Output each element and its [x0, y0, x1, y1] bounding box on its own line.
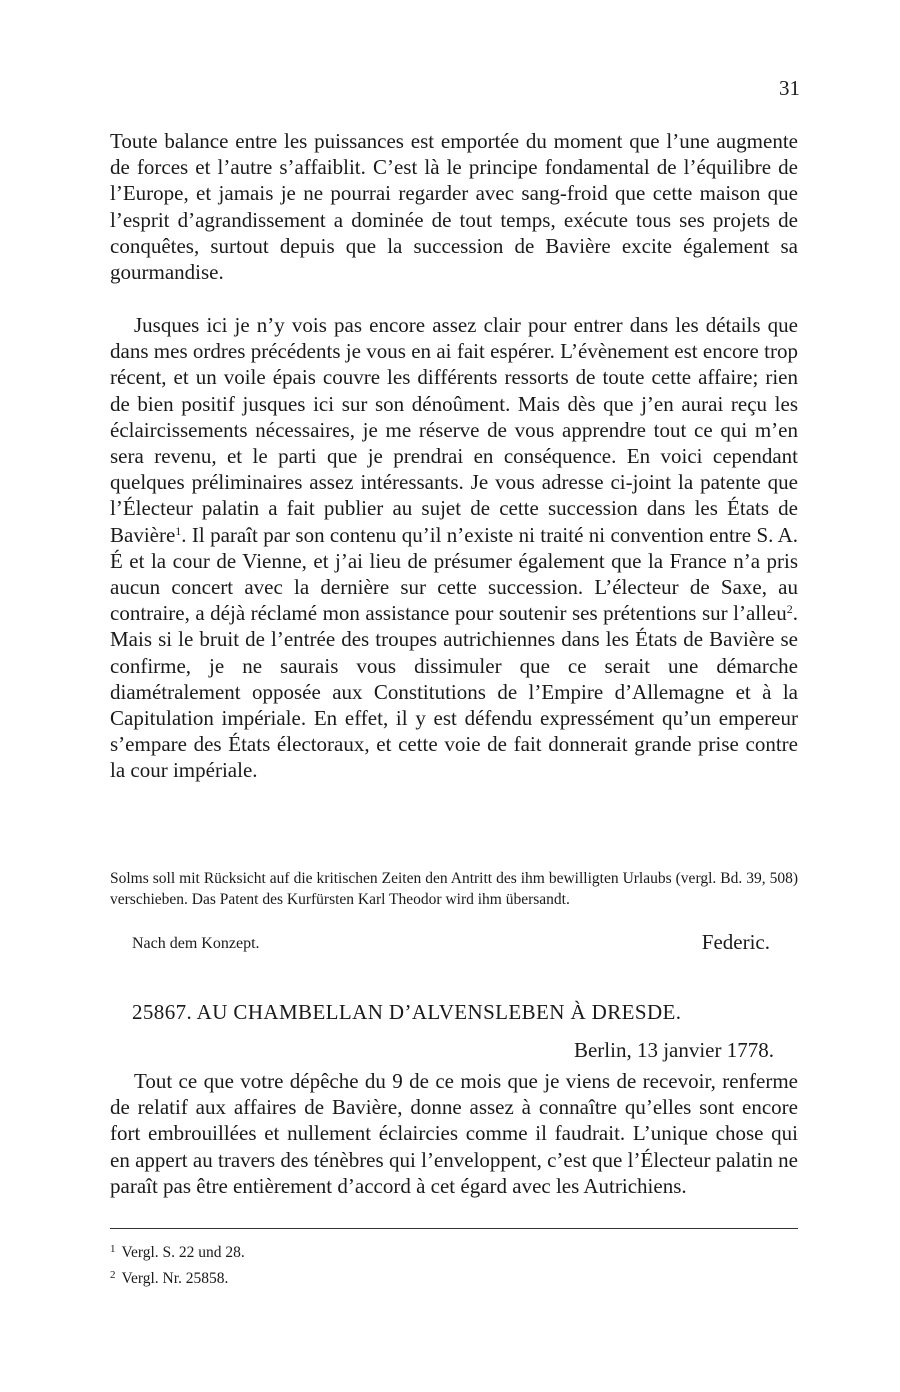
footnote-mark: 2	[110, 1269, 116, 1281]
paragraph-segment: . Mais si le bruit de l’entrée des troupes autrichiennes dans les États de Bavière se confirme, je ne saurais vous dissimuler que ce serait une démarche diamétralement opposée aux Constitutions de l’Empire d’Allemagne et à la Capitulation impériale. En effet, il y est défendu expressément qu’un empereur s’empare des États électoraux, et cette voie de fait donnerait grande prise contre la cour impériale.	[110, 601, 798, 783]
footnotes	[110, 1238, 245, 1290]
letter-body	[110, 1068, 798, 1199]
footnote-text: Vergl. Nr. 25858.	[121, 1270, 229, 1287]
paragraph-segment: Jusques ici je n’y vois pas encore assez clair pour entrer dans les détails que dans mes ordres précédents je vous en ai fait espérer. L’évènement est encore trop récent, et un voile épais couvre les différents ressorts de toute cette affaire; rien de bien positif jusques ici sur son dénoûment. Mais dès que j’en aurai reçu les éclaircissements nécessaires, je me réserve de vous apprendre tout ce qui m’en sera revenu, et le parti que je prendrai en conséquence. En voici cependant quelques préliminaires assez intéressants. Je vous adresse ci-joint la patente que l’Électeur palatin a fait publier au sujet de cette succession dans les États de Bavière	[110, 313, 798, 547]
letter-dateline: Berlin, 13 janvier 1778.	[573, 1038, 774, 1062]
paragraph-text	[110, 312, 798, 784]
source-row	[110, 930, 770, 960]
signature: Federic.	[701, 930, 770, 954]
footnote-text: Vergl. S. 22 und 28.	[121, 1244, 245, 1261]
footnote-mark: 1	[110, 1243, 116, 1255]
body-paragraph-2	[110, 312, 798, 784]
footnote-2	[110, 1264, 245, 1290]
footnote-ref-2[interactable]: 2	[786, 602, 793, 617]
letter-heading: 25867. AU CHAMBELLAN D’ALVENSLEBEN À DRESDE.	[132, 1000, 682, 1024]
editorial-note: Solms soll mit Rücksicht auf die kritischen Zeiten den Antritt des ihm bewilligten Urlaubs (vergl. Bd. 39, 508) verschieben. Das Patent des Kurfürsten Karl Theodor wird ihm übersandt.	[110, 870, 798, 908]
paragraph-segment: . Il paraît par son contenu qu’il n’existe ni traité ni convention entre S. A. É et la cour de Vienne, et j’ai lieu de présumer également que la France n’a pris aucun concert avec la dernière sur cette succession. L’électeur de Saxe, au contraire, a déjà réclamé mon assistance pour soutenir ses prétentions sur l’alleu	[110, 522, 798, 626]
footnote-1	[110, 1238, 245, 1264]
page-number: 31	[779, 76, 800, 100]
body-paragraph-1	[110, 128, 798, 285]
footnote-ref-1[interactable]: 1	[175, 523, 182, 538]
source-note: Nach dem Konzept.	[132, 935, 260, 952]
paragraph-text: Toute balance entre les puissances est emportée du moment que l’une augmente de forces et l’autre s’affaiblit. C’est là le principe fondamental de l’équilibre de l’Europe, et jamais je ne pourrai regarder avec sang-froid que cette maison que l’esprit d’agrandissement a dominée de tout temps, exécute tous ses projets de conquêtes, surtout depuis que la succession de Bavière excite également sa gourmandise.	[110, 129, 798, 285]
footnote-divider	[110, 1228, 798, 1229]
paragraph-text: Tout ce que votre dépêche du 9 de ce mois que je viens de recevoir, renferme de relatif aux affaires de Bavière, donne assez à connaître qu’elles sont encore fort embrouillées et nullement éclaircies comme il faudrait. L’unique chose qui en appert au travers des ténèbres qui l’enveloppent, c’est que l’Électeur palatin ne paraît pas être entièrement d’accord à cet égard avec les Autrichiens.	[110, 1069, 798, 1198]
